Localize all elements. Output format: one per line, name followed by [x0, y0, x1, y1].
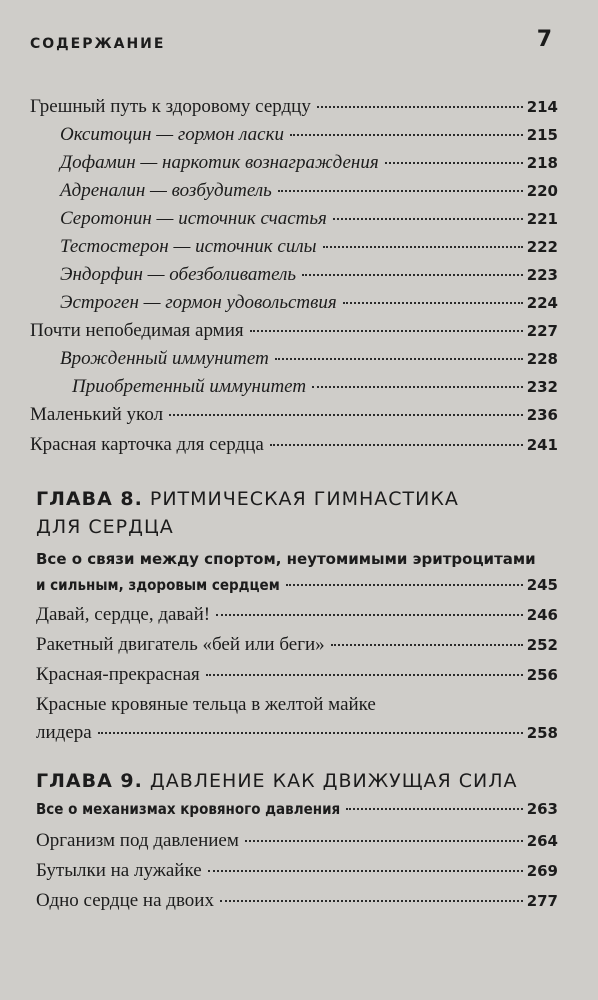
running-header-title: СОДЕРЖАНИЕ [30, 36, 166, 52]
toc-entry-page: 223 [526, 266, 558, 284]
chapter-8-subtitle-line2: и сильным, здоровым сердцем [36, 576, 280, 594]
toc-entry-page: 227 [526, 322, 558, 340]
toc-entry [36, 604, 558, 628]
leader-dots [302, 274, 523, 276]
toc-entry-page: 256 [526, 666, 558, 684]
leader-dots [250, 330, 523, 332]
toc-entry [36, 830, 558, 854]
chapter-9-title: ДАВЛЕНИЕ КАК ДВИЖУЩАЯ СИЛА [149, 770, 518, 792]
toc-entry-title: Почти непобедимая армия [30, 320, 244, 341]
toc-entry-title: Красная-прекрасная [36, 664, 200, 685]
toc-entry-title: Красная карточка для сердца [30, 434, 264, 455]
toc-entry [60, 292, 558, 316]
chapter-9-heading [36, 770, 518, 792]
toc-entry-page: 252 [526, 636, 558, 654]
leader-dots [346, 808, 522, 810]
leader-dots [286, 584, 523, 586]
chapter-8-subtitle-entry [36, 576, 558, 600]
toc-entry-title: Окситоцин — гормон ласки [60, 124, 284, 145]
toc-entry-title: Эстроген — гормон удовольствия [60, 292, 337, 313]
page-number: 7 [536, 27, 552, 52]
toc-entry-title: Приобретенный иммунитет [72, 376, 307, 397]
leader-dots [333, 218, 523, 220]
toc-entry [30, 96, 558, 120]
leader-dots [169, 414, 523, 416]
leader-dots [331, 644, 523, 646]
leader-dots [270, 444, 523, 446]
toc-entry-page: 228 [526, 350, 558, 368]
toc-entry-page: 222 [526, 238, 558, 256]
toc-entry-title-line1: Красные кровяные тельца в желтой майке [36, 694, 376, 715]
leader-dots [343, 302, 523, 304]
toc-entry-title: Бутылки на лужайке [36, 860, 202, 881]
chapter-8-heading-line2: ДЛЯ СЕРДЦА [36, 516, 174, 538]
toc-entry [60, 348, 558, 372]
toc-entry-title: Организм под давлением [36, 830, 239, 851]
toc-entry [30, 404, 558, 428]
toc-entry-page: 245 [526, 576, 558, 594]
toc-entry-title: Врожденный иммунитет [60, 348, 269, 369]
toc-entry-page: 214 [526, 98, 558, 116]
chapter-8-subtitle-line1: Все о связи между спортом, неутомимыми эритроцитами [36, 550, 536, 568]
toc-entry [30, 434, 558, 458]
toc-entry-title: Грешный путь к здоровому сердцу [30, 96, 311, 117]
toc-entry-page: 220 [526, 182, 558, 200]
toc-entry [36, 634, 558, 658]
leader-dots [206, 674, 523, 676]
leader-dots [220, 900, 523, 902]
chapter-8-label: ГЛАВА 8. [36, 488, 143, 510]
leader-dots [245, 840, 523, 842]
toc-entry [60, 236, 558, 260]
toc-entry [36, 860, 558, 884]
toc-entry-page: 224 [526, 294, 558, 312]
toc-entry-page: 215 [526, 126, 558, 144]
leader-dots [312, 386, 523, 388]
toc-entry [60, 264, 558, 288]
toc-entry-title: Серотонин — источник счастья [60, 208, 327, 229]
leader-dots [98, 732, 523, 734]
toc-entry-title: Ракетный двигатель «бей или беги» [36, 634, 325, 655]
toc-entry-title: Эндорфин — обезболиватель [60, 264, 297, 285]
toc-entry-page: 236 [526, 406, 558, 424]
leader-dots [278, 190, 523, 192]
leader-dots [275, 358, 523, 360]
toc-entry-title: Маленький укол [30, 404, 164, 425]
toc-entry-page: 218 [526, 154, 558, 172]
leader-dots [317, 106, 523, 108]
toc-entry-page: 263 [526, 800, 558, 818]
toc-entry [36, 664, 558, 688]
toc-entry [60, 180, 558, 204]
toc-entry-page: 246 [526, 606, 558, 624]
leader-dots [323, 246, 523, 248]
toc-entry-page: 241 [526, 436, 558, 454]
leader-dots [290, 134, 523, 136]
chapter-9-subtitle-entry [36, 800, 558, 824]
toc-entry-title: Одно сердце на двоих [36, 890, 214, 911]
chapter-9-subtitle: Все о механизмах кровяного давления [36, 800, 341, 818]
toc-entry-page: 258 [526, 724, 558, 742]
toc-entry-page: 269 [526, 862, 558, 880]
toc-entry-title: Адреналин — возбудитель [60, 180, 272, 201]
chapter-8-heading [36, 488, 459, 510]
toc-entry-page: 264 [526, 832, 558, 850]
toc-entry [72, 376, 558, 400]
toc-entry-title: Тестостерон — источник силы [60, 236, 317, 257]
toc-entry [60, 152, 558, 176]
chapter-8-title: РИТМИЧЕСКАЯ ГИМНАСТИКА [149, 488, 459, 510]
toc-entry-title: Дофамин — наркотик вознаграждения [60, 152, 379, 173]
leader-dots [385, 162, 523, 164]
toc-entry-page: 232 [526, 378, 558, 396]
toc-entry [30, 320, 558, 344]
toc-entry [60, 124, 558, 148]
toc-entry [36, 890, 558, 914]
chapter-9-label: ГЛАВА 9. [36, 770, 143, 792]
toc-entry-title: Давай, сердце, давай! [36, 604, 211, 625]
leader-dots [208, 870, 523, 872]
toc-entry [36, 722, 558, 746]
toc-entry-page: 277 [526, 892, 558, 910]
toc-entry-title-line2: лидера [36, 722, 92, 743]
toc-entry [60, 208, 558, 232]
toc-entry-page: 221 [526, 210, 558, 228]
leader-dots [216, 614, 523, 616]
